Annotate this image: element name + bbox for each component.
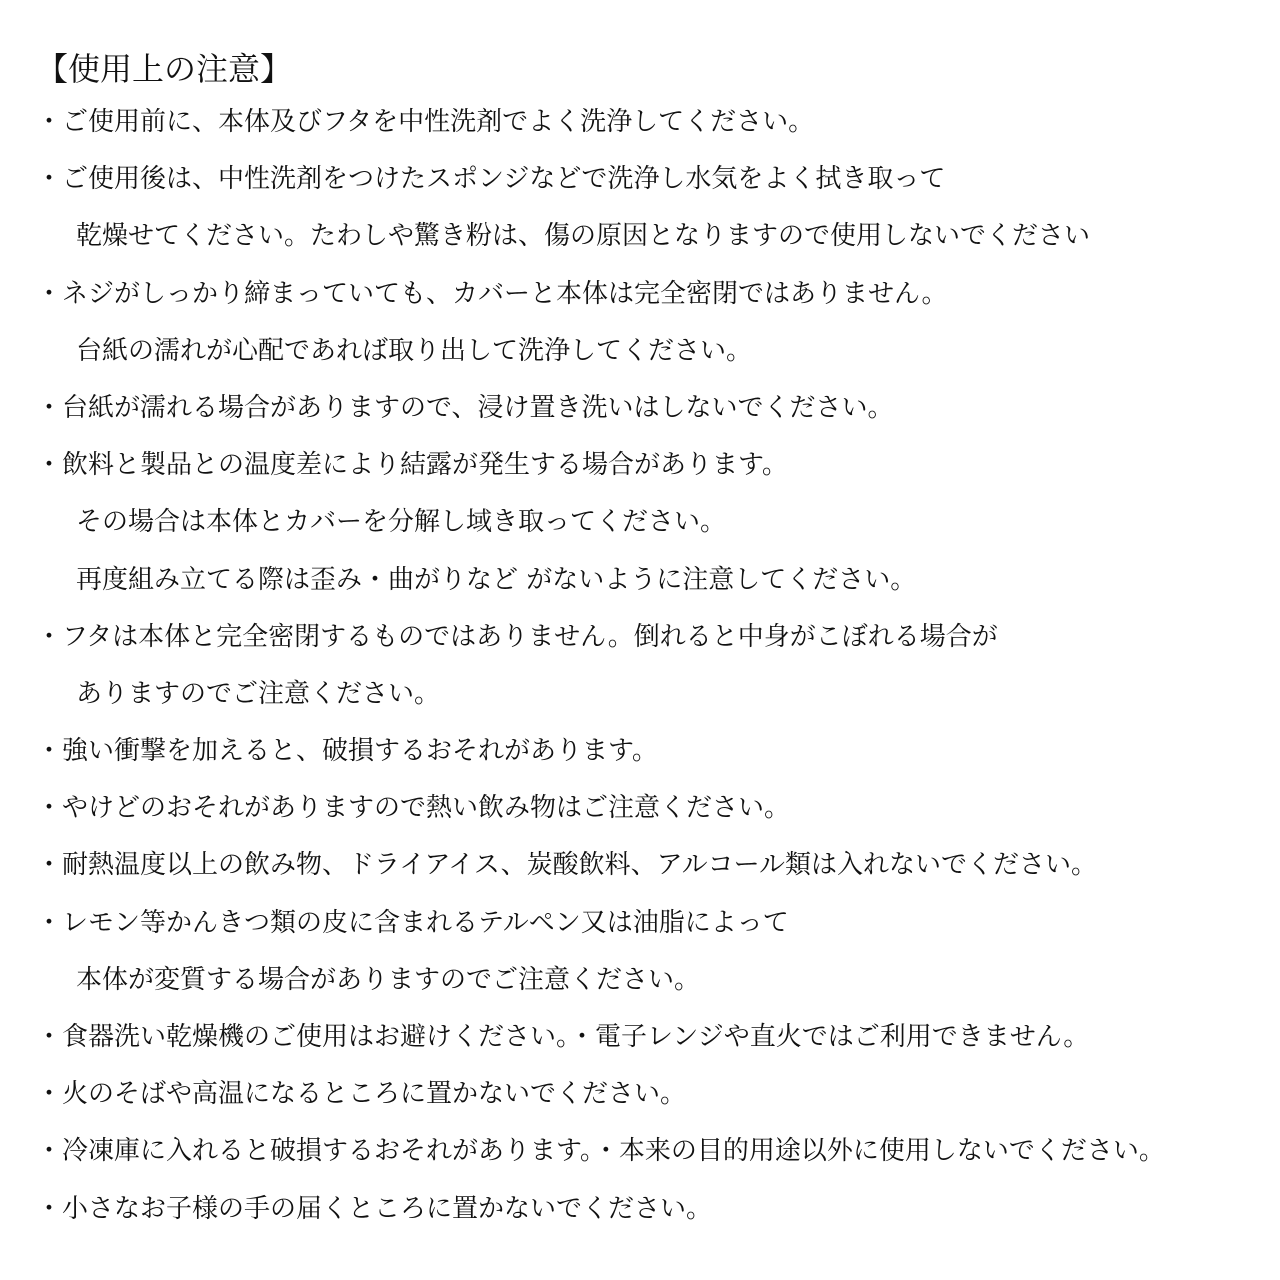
notice-line-continuation: 再度組み立てる際は歪み・曲がりなど がないように注意してください。 <box>76 564 917 595</box>
notice-line: ・冷凍庫に入れると破損するおそれがあります。・本来の目的用途以外に使用しないでください。 <box>36 1136 1165 1167</box>
notice-line: ・小さなお子様の手の届くところに置かないでください。 <box>36 1193 713 1224</box>
notice-line: ・耐熱温度以上の飲み物、ドライアイス、炭酸飲料、アルコール類は入れないでください。 <box>36 850 1098 881</box>
notice-list <box>36 94 1256 1238</box>
notice-line: ・レモン等かんきつ類の皮に含まれるテルペン又は油脂によって <box>36 907 789 938</box>
usage-notice <box>36 44 1256 1238</box>
notice-line: ・火のそばや高温になるところに置かないでください。 <box>36 1079 687 1110</box>
notice-line: ・ご使用前に、本体及びフタを中性洗剤でよく洗浄してください。 <box>36 107 815 137</box>
notice-line: ・飲料と製品との温度差により結露が発生する場合があります。 <box>36 450 788 481</box>
notice-line: ・ネジがしっかり締まっていても、カバーと本体は完全密閉ではありません。 <box>36 278 948 309</box>
notice-line-continuation: 本体が変質する場合がありますのでご注意ください。 <box>76 964 701 995</box>
notice-line: ・台紙が濡れる場合がありますので、浸け置き洗いはしないでください。 <box>36 392 894 423</box>
notice-line-continuation: その場合は本体とカバーを分解し域き取ってください。 <box>76 507 727 538</box>
notice-line: ・フタは本体と完全密閉するものではありません。倒れると中身がこぼれる場合が <box>36 621 998 652</box>
notice-line-continuation: 台紙の濡れが心配であれば取り出して洗浄してください。 <box>76 335 753 366</box>
notice-line-continuation: 乾燥せてください。たわしや驚き粉は、傷の原因となりますので使用しないでください <box>76 221 1091 252</box>
notice-line: ・強い衝撃を加えると、破損するおそれがあります。 <box>36 736 658 767</box>
notice-line-continuation: ありますのでご注意ください。 <box>76 678 441 709</box>
notice-title: 【使用上の注意】 <box>36 50 293 88</box>
notice-line: ・やけどのおそれがありますので熱い飲み物はご注意ください。 <box>36 793 791 824</box>
notice-line: ・食器洗い乾燥機のご使用はお避けください。・電子レンジや直火ではご利用できません。 <box>36 1022 1090 1052</box>
notice-line: ・ご使用後は、中性洗剤をつけたスポンジなどで洗浄し水気をよく拭き取って <box>36 164 946 195</box>
